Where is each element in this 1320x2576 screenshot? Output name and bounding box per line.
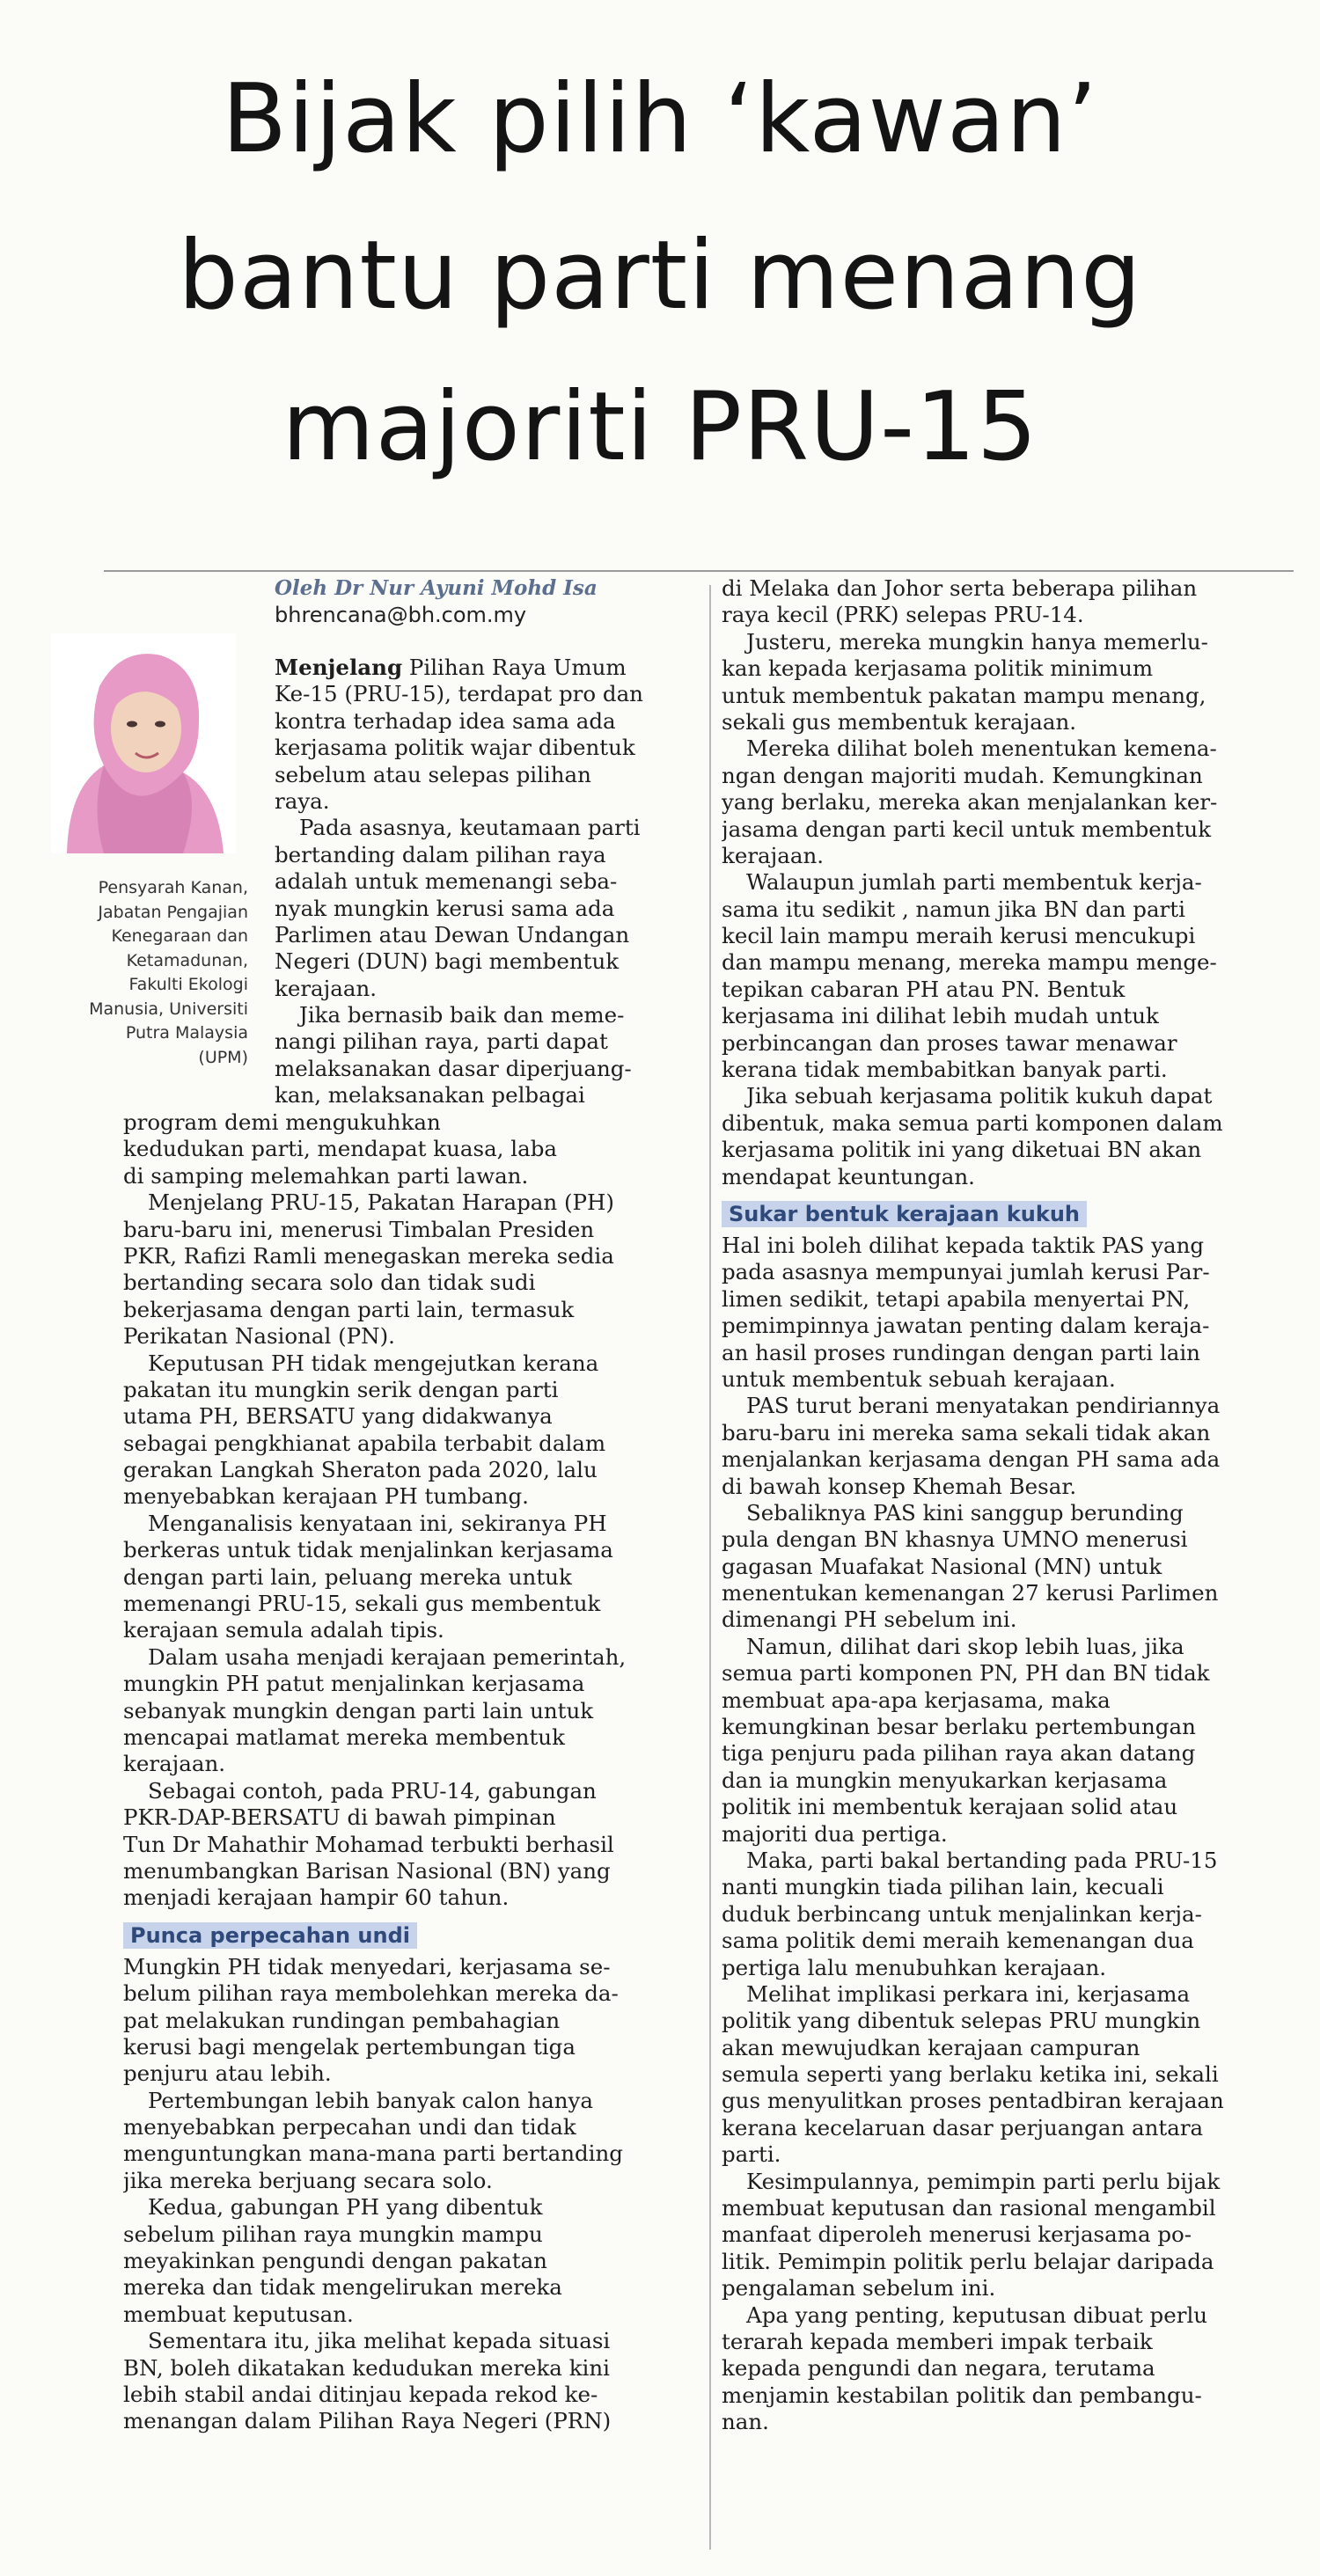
text-line: Dalam usaha menjadi kerajaan pemerintah, xyxy=(148,1643,627,1670)
text-line: kerajaan. xyxy=(722,842,825,868)
text-line: litik. Pemimpin politik perlu belajar daripada xyxy=(722,2248,1214,2274)
text-line: kerana tidak membabitkan banyak parti. xyxy=(722,1057,1168,1083)
text-line: di samping melemahkan parti lawan. xyxy=(123,1162,529,1189)
text-line: Maka, parti bakal bertanding pada PRU-15 xyxy=(746,1847,1218,1873)
text-line: menumbangkan Barisan Nasional (BN) yang xyxy=(123,1857,611,1884)
text-line: kontra terhadap idea sama ada xyxy=(275,707,616,734)
text-line: akan mewujudkan kerajaan campuran xyxy=(722,2034,1140,2060)
headline-line-2: bantu parti menang xyxy=(178,221,1142,331)
text-line: PAS turut berani menyatakan pendiriannya xyxy=(746,1393,1221,1419)
text-line: manfaat diperoleh menerusi kerjasama po- xyxy=(722,2221,1192,2248)
text-line: dan ia mungkin menyukarkan kerjasama xyxy=(722,1767,1168,1793)
text-line: dibentuk, maka semua parti komponen dalam xyxy=(722,1109,1223,1136)
text-line: sebagai pengkhianat apabila terbabit dalam xyxy=(123,1430,606,1456)
headline-line-3: majoriti PRU-15 xyxy=(282,372,1038,482)
text-line: Jika sebuah kerjasama politik kukuh dapat xyxy=(746,1083,1213,1109)
author-portrait-icon xyxy=(51,633,236,853)
text-line: kecil lain mampu meraih kerusi mencukupi xyxy=(722,923,1196,949)
caption-line: (UPM) xyxy=(198,1047,248,1067)
text-line: Mungkin PH tidak menyedari, kerjasama se- xyxy=(123,1953,611,1980)
text-line: Sementara itu, jika melihat kepada situasi xyxy=(148,2328,611,2354)
text-line: pat melakukan rundingan pembahagian xyxy=(123,2007,561,2033)
text-line: Kesimpulannya, pemimpin parti perlu bijak xyxy=(746,2168,1221,2194)
text-line: meyakinkan pengundi dengan pakatan xyxy=(123,2248,547,2274)
text-line: mencapai matlamat mereka membentuk xyxy=(123,1723,565,1750)
text-line: semula seperti yang berlaku ketika ini, sekali xyxy=(722,2061,1219,2088)
text-line: jika mereka berjuang secara solo. xyxy=(123,2167,493,2193)
text-line: Pertembungan lebih banyak calon hanya xyxy=(148,2087,593,2113)
text-line: Walaupun jumlah parti membentuk kerja- xyxy=(746,869,1202,896)
text-line: sebelum pilihan raya mungkin mampu xyxy=(123,2221,543,2247)
text-line: berkeras untuk tidak menjalinkan kerjasama xyxy=(123,1537,613,1563)
text-line: melaksanakan dasar diperjuang- xyxy=(275,1055,632,1081)
text-line: Pilihan Raya Umum xyxy=(402,655,627,680)
text-line: politik ini membentuk kerajaan solid atau xyxy=(722,1794,1178,1820)
text-line: dengan parti lain, peluang mereka untuk xyxy=(123,1563,572,1590)
text-line: Namun, dilihat dari skop lebih luas, jika xyxy=(746,1633,1184,1659)
text-line: mendapat keuntungan. xyxy=(722,1163,975,1189)
text-line: lebih stabil andai ditinjau kepada rekod ke- xyxy=(123,2381,598,2407)
text-line: Hal ini boleh dilihat kepada taktik PAS yang xyxy=(722,1232,1205,1258)
text-line: raya kecil (PRK) selepas PRU-14. xyxy=(722,602,1084,628)
headline-divider xyxy=(104,570,1294,572)
text-line: menjalankan kerjasama dengan PH sama ada xyxy=(722,1446,1221,1473)
column-divider xyxy=(709,585,711,2550)
text-line: terarah kepada memberi impak terbaik xyxy=(722,2329,1153,2354)
text-line: baru-baru ini mereka sama sekali tidak akan xyxy=(722,1419,1211,1445)
text-line: bertanding dalam pilihan raya xyxy=(275,841,606,867)
text-line: kan kepada kerjasama politik minimum xyxy=(722,655,1154,682)
text-line: BN, boleh dikatakan kedudukan mereka kini xyxy=(123,2354,610,2381)
text-line: mungkin PH patut menjalinkan kerjasama xyxy=(123,1671,585,1697)
text-line: untuk membentuk pakatan mampu menang, xyxy=(722,682,1206,708)
text-line: majoriti dua pertiga. xyxy=(722,1820,948,1847)
text-line: politik yang dibentuk selepas PRU mungkin xyxy=(722,2008,1201,2034)
text-line: nyak mungkin kerusi sama ada xyxy=(275,895,615,921)
caption-line: Fakulti Ekologi xyxy=(128,975,248,994)
text-line: Tun Dr Mahathir Mohamad terbukti berhasil xyxy=(123,1831,614,1857)
text-line: nan. xyxy=(722,2409,769,2435)
text-line: an hasil proses rundingan dengan parti lain xyxy=(722,1339,1200,1365)
text-line: kerajaan. xyxy=(275,975,378,1001)
text-line: kan, melaksanakan pelbagai xyxy=(275,1082,585,1109)
author-caption xyxy=(2,876,248,1070)
text-line: membuat keputusan. xyxy=(123,2301,354,2327)
text-line: pada asasnya mempunyai jumlah kerusi Par- xyxy=(722,1259,1210,1285)
text-line: di bawah konsep Khemah Besar. xyxy=(722,1473,1077,1499)
text-line: gerakan Langkah Sheraton pada 2020, lalu xyxy=(123,1457,598,1483)
text-line: dimenangi PH sebelum ini. xyxy=(722,1606,1017,1633)
text-line: Justeru, mereka mungkin hanya memerlu- xyxy=(746,628,1208,655)
text-line: sama itu sedikit , namun jika BN dan parti xyxy=(722,896,1185,922)
text-line: baru-baru ini, menerusi Timbalan Presiden xyxy=(123,1216,595,1242)
author-photo xyxy=(51,633,236,853)
text-line: pakatan itu mungkin serik dengan parti xyxy=(123,1376,559,1402)
caption-line: Manusia, Universiti xyxy=(89,999,248,1019)
text-line: membuat keputusan dan rasional mengambil xyxy=(722,2195,1216,2221)
text-line: kerusi bagi mengelak pertembungan tiga xyxy=(123,2033,576,2060)
text-line: kedudukan parti, mendapat kuasa, laba xyxy=(123,1136,557,1162)
text-line: pengalaman sebelum ini. xyxy=(722,2275,996,2302)
text-line: gus menyulitkan proses pentadbiran kerajaan xyxy=(722,2088,1224,2114)
text-line: Negeri (DUN) bagi membentuk xyxy=(275,948,620,975)
text-line: sekali gus membentuk kerajaan. xyxy=(722,708,1077,735)
article-column-1-upper xyxy=(275,655,706,1109)
text-line: Melihat implikasi perkara ini, kerjasama xyxy=(746,1980,1191,2007)
caption-line: Putra Malaysia xyxy=(125,1023,248,1043)
text-line: bertanding secara solo dan tidak sudi xyxy=(123,1270,536,1296)
text-line: yang berlaku, mereka akan menjalankan ker- xyxy=(722,789,1218,816)
text-line: bekerjasama dengan parti lain, termasuk xyxy=(123,1296,575,1322)
text-line: Sebaliknya PAS kini sanggup berunding xyxy=(746,1499,1184,1526)
text-line: penjuru atau lebih. xyxy=(123,2060,332,2087)
text-line: gagasan Muafakat Nasional (MN) untuk xyxy=(722,1553,1162,1579)
headline-line-1: Bijak pilih ‘kawan’ xyxy=(222,64,1098,174)
text-line: limen sedikit, tetapi apabila menyertai PN, xyxy=(722,1285,1191,1312)
text-line: nanti mungkin tiada pilihan lain, kecuali xyxy=(722,1874,1164,1900)
byline: Oleh Dr Nur Ayuni Mohd Isa xyxy=(275,576,598,600)
text-line: sebanyak mungkin dengan parti lain untuk xyxy=(123,1697,594,1723)
text-line: Mereka dilihat boleh menentukan kemena- xyxy=(746,735,1217,762)
text-line: kerana kecelaruan dasar perjuangan antara xyxy=(722,2114,1204,2141)
text-line: memenangi PRU-15, sekali gus membentuk xyxy=(123,1591,601,1617)
text-line: Keputusan PH tidak mengejutkan kerana xyxy=(148,1350,599,1376)
text-line: menjadi kerajaan hampir 60 tahun. xyxy=(123,1884,510,1911)
text-line: PKR, Rafizi Ramli menegaskan mereka sedia xyxy=(123,1242,614,1269)
text-line: perbincangan dan proses tawar menawar xyxy=(722,1029,1177,1056)
text-line: pula dengan BN khasnya UMNO menerusi xyxy=(722,1526,1188,1553)
text-line: Kedua, gabungan PH yang dibentuk xyxy=(148,2194,543,2221)
text-line: nangi pilihan raya, parti dapat xyxy=(275,1028,608,1055)
subheading-punca-perpecahan-undi: Punca perpecahan undi xyxy=(123,1922,417,1949)
text-line: kerajaan semula adalah tipis. xyxy=(123,1617,444,1643)
text-line: pertiga lalu menubuhkan kerajaan. xyxy=(722,1954,1107,1980)
text-line: pemimpinnya jawatan penting dalam keraja- xyxy=(722,1313,1210,1339)
caption-line: Ketamadunan, xyxy=(126,950,248,970)
text-line: mereka dan tidak mengelirukan mereka xyxy=(123,2274,562,2301)
caption-line: Kenegaraan dan xyxy=(111,926,248,946)
text-line: utama PH, BERSATU yang didakwanya xyxy=(123,1403,553,1430)
text-line: Apa yang penting, keputusan dibuat perlu xyxy=(746,2302,1208,2328)
text-line: belum pilihan raya membolehkan mereka da- xyxy=(123,1980,619,2007)
text-line: sama politik demi meraih kemenangan dua xyxy=(722,1928,1194,1954)
text-line: PKR-DAP-BERSATU di bawah pimpinan xyxy=(123,1804,556,1831)
text-line: parti. xyxy=(722,2141,781,2168)
text-line: dan mampu menang, mereka mampu menge- xyxy=(722,949,1217,976)
text-line: kerjasama politik ini yang diketuai BN akan xyxy=(722,1137,1202,1163)
text-line: untuk membentuk sebuah kerajaan. xyxy=(722,1365,1116,1392)
author-email[interactable]: bhrencana@bh.com.my xyxy=(275,603,527,627)
text-line: kemungkinan besar berlaku pertembungan xyxy=(722,1714,1196,1740)
text-line: Jika bernasib baik dan meme- xyxy=(299,1002,625,1028)
lead-word: Menjelang xyxy=(275,655,403,680)
text-line: membuat apa-apa kerjasama, maka xyxy=(722,1687,1111,1713)
text-line: sebelum atau selepas pilihan xyxy=(275,761,591,787)
text-line: program demi mengukuhkan xyxy=(123,1109,441,1135)
text-line: menentukan kemenangan 27 kerusi Parlimen xyxy=(722,1580,1219,1606)
text-line: Ke-15 (PRU-15), terdapat pro dan xyxy=(275,681,643,707)
text-line: Perikatan Nasional (PN). xyxy=(123,1323,395,1350)
text-line: menjamin kestabilan politik dan pembangu- xyxy=(722,2382,1202,2408)
text-line: adalah untuk memenangi seba- xyxy=(275,868,618,895)
text-line: raya. xyxy=(275,787,330,814)
text-line: Menganalisis kenyataan ini, sekiranya PH xyxy=(148,1510,607,1536)
text-line: kerjasama ini dilihat lebih mudah untuk xyxy=(722,1003,1159,1029)
text-line: semua parti komponen PN, PH dan BN tidak xyxy=(722,1660,1210,1687)
caption-line: Pensyarah Kanan, xyxy=(98,878,248,897)
text-line: menguntungkan mana-mana parti bertanding xyxy=(123,2141,623,2167)
text-line: tiga penjuru pada pilihan raya akan datang xyxy=(722,1740,1196,1767)
text-line: Menjelang PRU-15, Pakatan Harapan (PH) xyxy=(148,1189,614,1216)
subheading-sukar-bentuk-kerajaan-kukuh: Sukar bentuk kerajaan kukuh xyxy=(722,1201,1087,1227)
text-line: kerajaan. xyxy=(123,1751,226,1777)
article-column-1-lower xyxy=(123,1109,706,2435)
caption-line: Jabatan Pengajian xyxy=(98,902,248,922)
text-line: Sebagai contoh, pada PRU-14, gabungan xyxy=(148,1777,597,1804)
text-line: tepikan cabaran PH atau PN. Bentuk xyxy=(722,976,1126,1002)
text-line: di Melaka dan Johor serta beberapa pilihan xyxy=(722,575,1198,601)
text-line: Parlimen atau Dewan Undangan xyxy=(275,921,630,948)
text-line: jasama dengan parti kecil untuk membentuk xyxy=(722,816,1212,842)
article-column-2 xyxy=(722,575,1302,2436)
text-line: Pada asasnya, keutamaan parti xyxy=(299,815,641,841)
text-line: duduk berbincang untuk menjalinkan kerja- xyxy=(722,1900,1202,1927)
text-line: kerjasama politik wajar dibentuk xyxy=(275,735,635,761)
text-line: menangan dalam Pilihan Raya Negeri (PRN) xyxy=(123,2408,612,2434)
text-line: ngan dengan majoriti mudah. Kemungkinan xyxy=(722,762,1203,788)
text-line: menyebabkan perpecahan undi dan tidak xyxy=(123,2114,576,2141)
text-line: menyebabkan kerajaan PH tumbang. xyxy=(123,1483,529,1510)
text-line: kepada pengundi dan negara, terutama xyxy=(722,2355,1155,2382)
